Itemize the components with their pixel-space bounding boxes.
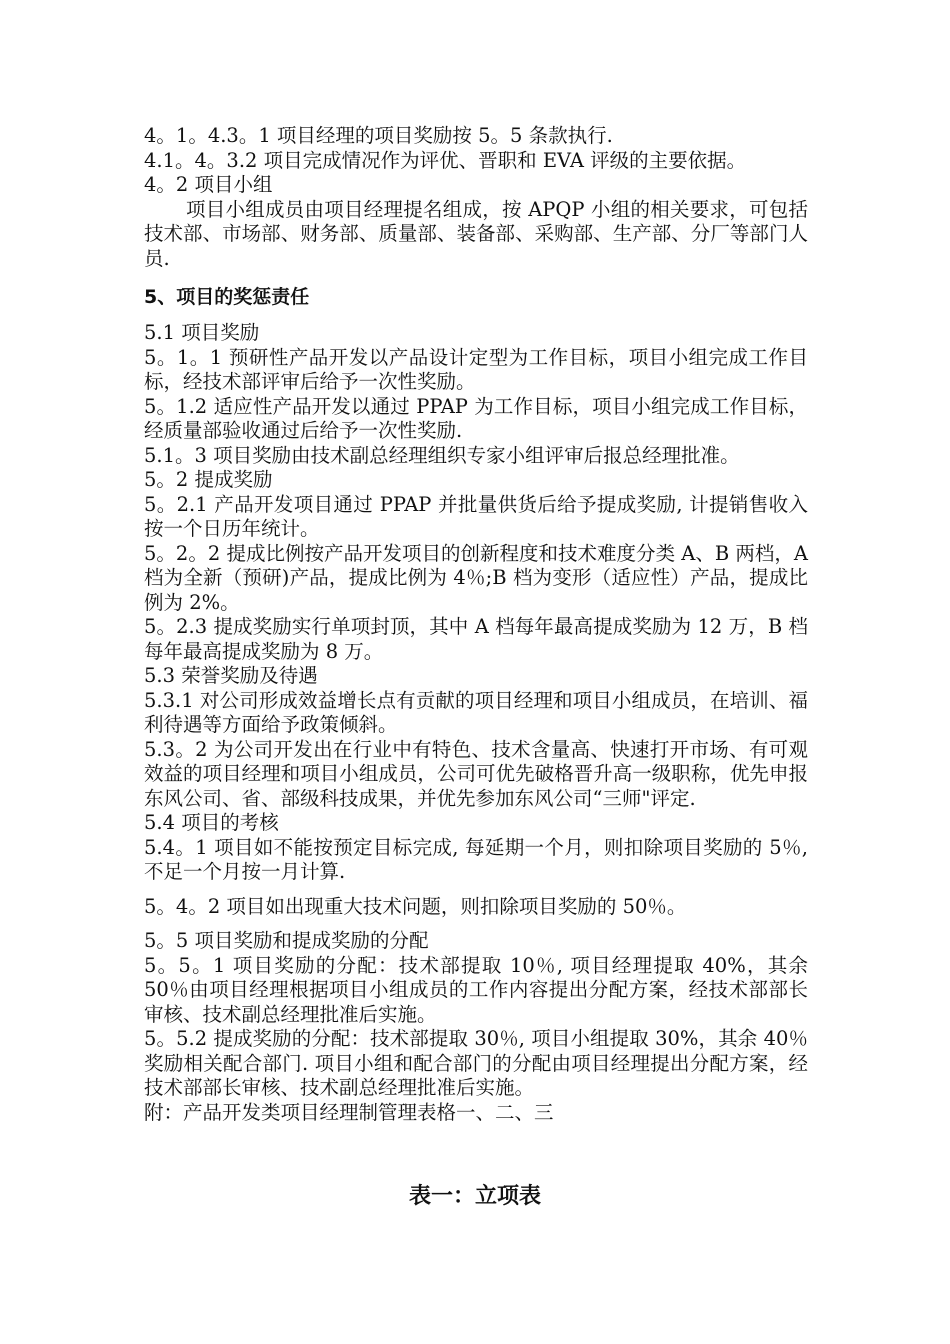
attachment-note: 附：产品开发类项目经理制管理表格一、二、三 <box>144 1100 554 1124</box>
clause-5-2-2: 5。2。2 提成比例按产品开发项目的创新程度和技术难度分类 A、B 两档，A 档为全新（预研)产品，提成比例为 4％;B 档为变形（适应性）产品，提成比例为 2%。 <box>144 541 808 614</box>
section-4-2-heading: 4。2 项目小组 <box>144 173 273 196</box>
clause-5-1-1: 5。1。1 预研性产品开发以产品设计定型为工作目标，项目小组完成工作目标，经技术部评审后给予一次性奖励。 <box>144 345 808 393</box>
clause-4-1-4-3-2: 4.1。4。3.2 项目完成情况作为评优、晋职和 EVA 评级的主要依据。 <box>144 148 747 172</box>
clause-5-2-1: 5。2.1 产品开发项目通过 PPAP 并批量供货后给予提成奖励, 计提销售收入按一个日历年统计。 <box>144 492 808 540</box>
table-title: 表一：立项表 <box>408 1184 541 1209</box>
section-5-4-heading: 5.4 项目的考核 <box>144 811 279 834</box>
clause-5-3-1: 5.3.1 对公司形成效益增长点有贡献的项目经理和项目小组成员，在培训、福利待遇等方面给予政策倾斜。 <box>144 688 808 736</box>
clause-5-1-2: 5。1.2 适应性产品开发以通过 PPAP 为工作目标，项目小组完成工作目标，经质量部验收通过后给予一次性奖励. <box>144 394 808 442</box>
section-5-3-heading: 5.3 荣誉奖励及待遇 <box>144 664 318 687</box>
clause-5-3-2: 5.3。2 为公司开发出在行业中有特色、技术含量高、快速打开市场、有可观效益的项目经理和项目小组成员，公司可优先破格晋升高一级职称，优先申报东风公司、省、部级科技成果，并优先参加东风公司“三师"评定. <box>144 737 808 810</box>
clause-5-5-1: 5。5。1 项目奖励的分配：技术部提取 10％, 项目经理提取 40%，其余 50％由项目经理根据项目小组成员的工作内容提出分配方案，经技术部部长审核、技术副总经理批准后实施。 <box>144 953 808 1026</box>
clause-5-2-3: 5。2.3 提成奖励实行单项封顶，其中 A 档每年最高提成奖励为 12 万，B 档每年最高提成奖励为 8 万。 <box>144 615 808 663</box>
clause-4-1-4-3-1: 4。1。4.3。1 项目经理的项目奖励按 5。5 条款执行. <box>144 124 613 147</box>
document-body <box>144 124 808 1125</box>
clause-5-4-2: 5。4。2 项目如出现重大技术问题，则扣除项目奖励的 50％。 <box>144 894 687 918</box>
clause-5-4-1: 5.4。1 项目如不能按预定目标完成, 每延期一个月，则扣除项目奖励的 5％, 不足一个月按一月计算. <box>144 835 808 883</box>
section-5-heading: 5、项目的奖惩责任 <box>144 286 310 308</box>
section-4-2-paragraph: 项目小组成员由项目经理提名组成，按 APQP 小组的相关要求，可包括技术部、市场部、财务部、质量部、装备部、采购部、生产部、分厂等部门人员. <box>144 197 808 270</box>
section-5-1-heading: 5.1 项目奖励 <box>144 321 260 344</box>
clause-5-1-3: 5.1。3 项目奖励由技术副总经理组织专家小组评审后报总经理批准。 <box>144 443 740 467</box>
section-5-2-heading: 5。2 提成奖励 <box>144 468 273 491</box>
clause-5-5-2: 5。5.2 提成奖励的分配：技术部提取 30％, 项目小组提取 30%，其余 40％奖励相关配合部门. 项目小组和配合部门的分配由项目经理提出分配方案，经技术部部长审核、技术副总经理批准后实施。 <box>144 1027 808 1099</box>
section-5-5-heading: 5。5 项目奖励和提成奖励的分配 <box>144 929 429 952</box>
